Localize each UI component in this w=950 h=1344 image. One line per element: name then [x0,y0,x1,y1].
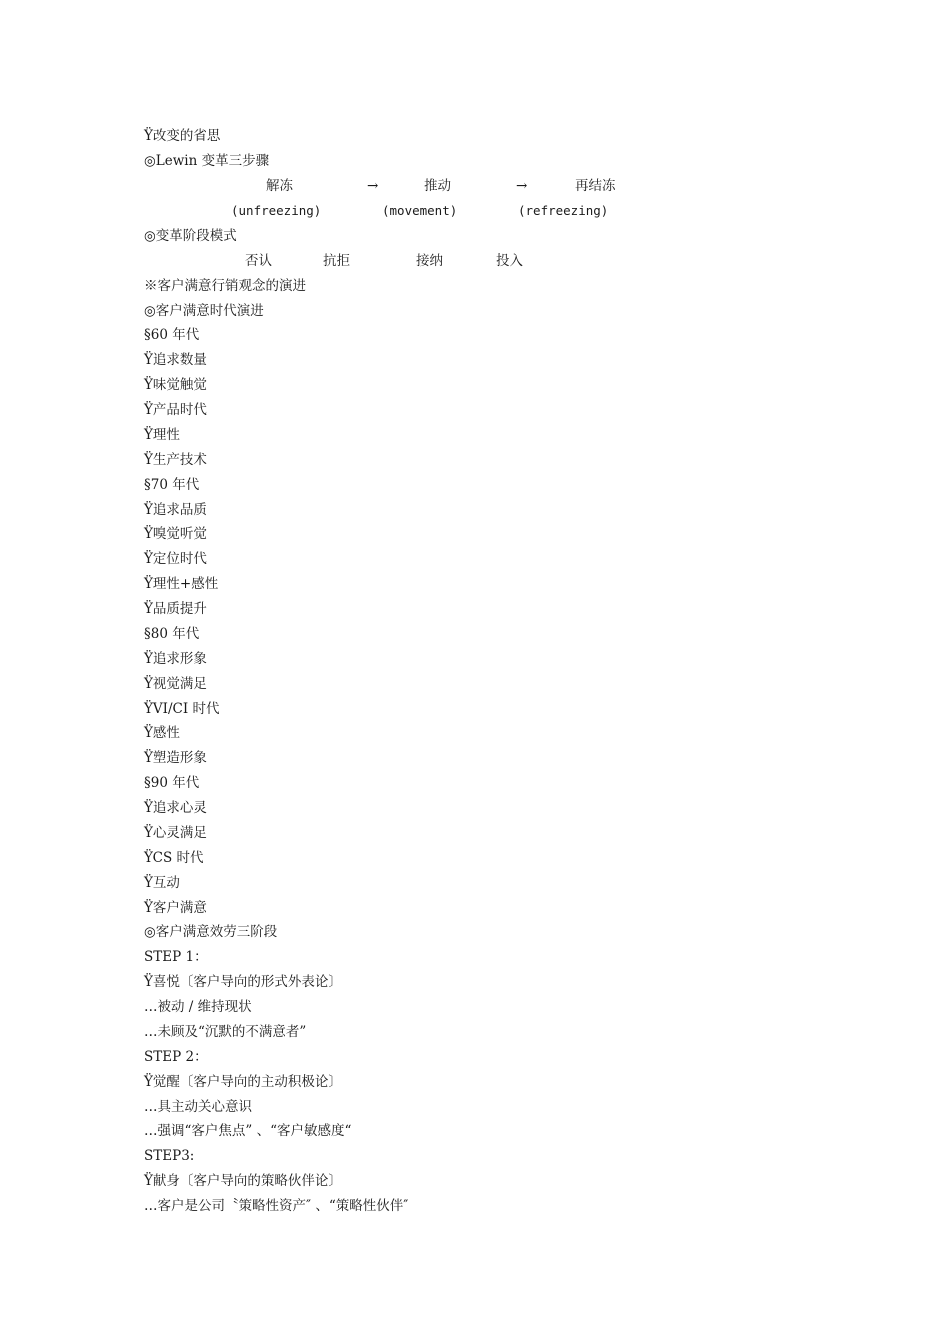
decade-heading: §90 年代 [144,775,200,791]
lewin-english-unfreezing: (unfreezing) [231,203,322,218]
text-line: ◎客户满意时代演进 [144,303,264,319]
list-item: Ÿ追求数量 [144,352,207,368]
text-line: ◎变革阶段模式 [144,228,237,244]
step-heading: STEP3: [144,1148,195,1164]
arrow-right-icon: → [516,178,528,194]
list-item: Ÿ产品时代 [144,402,207,418]
lewin-english-movement: (movement) [382,203,458,218]
list-item: …客户是公司〝策略性资产″ 、“策略性伙伴″ [144,1198,409,1214]
decade-heading: §80 年代 [144,626,200,642]
text-line: ◎Lewin 变革三步骤 [144,153,270,169]
decade-heading: §70 年代 [144,477,200,493]
list-item: Ÿ嗅觉听觉 [144,526,207,542]
text-line: Ÿ改变的省思 [144,128,221,144]
stage-commitment: 投入 [496,253,523,269]
lewin-english-refreezing: (refreezing) [518,203,609,218]
list-item: Ÿ喜悦〔客户导向的形式外表论〕 [144,974,342,990]
lewin-step-refreeze: 再结冻 [575,178,616,194]
decade-heading: §60 年代 [144,327,200,343]
list-item: Ÿ塑造形象 [144,750,207,766]
step-heading: STEP 2： [144,1049,208,1065]
list-item: Ÿ心灵满足 [144,825,207,841]
step-heading: STEP 1： [144,949,208,965]
list-item: Ÿ理性+感性 [144,576,219,592]
list-item: Ÿ视觉满足 [144,676,207,692]
stage-denial: 否认 [245,253,272,269]
list-item: Ÿ生产技术 [144,452,207,468]
lewin-step-movement: 推动 [424,178,451,194]
list-item: Ÿ味觉触觉 [144,377,207,393]
section-heading: ※客户满意行销观念的演进 [144,278,306,294]
section-heading: ◎客户满意效劳三阶段 [144,924,278,940]
list-item: ŸVI/CI 时代 [144,701,220,717]
list-item: Ÿ献身〔客户导向的策略伙伴论〕 [144,1173,342,1189]
list-item: …具主动关心意识 [144,1099,252,1115]
stage-acceptance: 接纳 [416,253,443,269]
list-item: Ÿ追求品质 [144,502,207,518]
list-item: Ÿ理性 [144,427,180,443]
list-item: Ÿ互动 [144,875,180,891]
list-item: …强调“客户焦点” 、“客户敏感度“ [144,1123,352,1139]
list-item: Ÿ追求心灵 [144,800,207,816]
list-item: Ÿ客户满意 [144,900,207,916]
list-item: Ÿ感性 [144,725,180,741]
lewin-step-unfreeze: 解冻 [266,178,293,194]
list-item: Ÿ定位时代 [144,551,207,567]
list-item: …被动 / 维持现状 [144,999,252,1015]
list-item: ŸCS 时代 [144,850,204,866]
list-item: Ÿ追求形象 [144,651,207,667]
list-item: Ÿ觉醒〔客户导向的主动积极论〕 [144,1074,342,1090]
list-item: Ÿ品质提升 [144,601,207,617]
stage-resistance: 抗拒 [323,253,350,269]
list-item: …未顾及“沉默的不满意者” [144,1024,307,1040]
arrow-right-icon: → [367,178,379,194]
